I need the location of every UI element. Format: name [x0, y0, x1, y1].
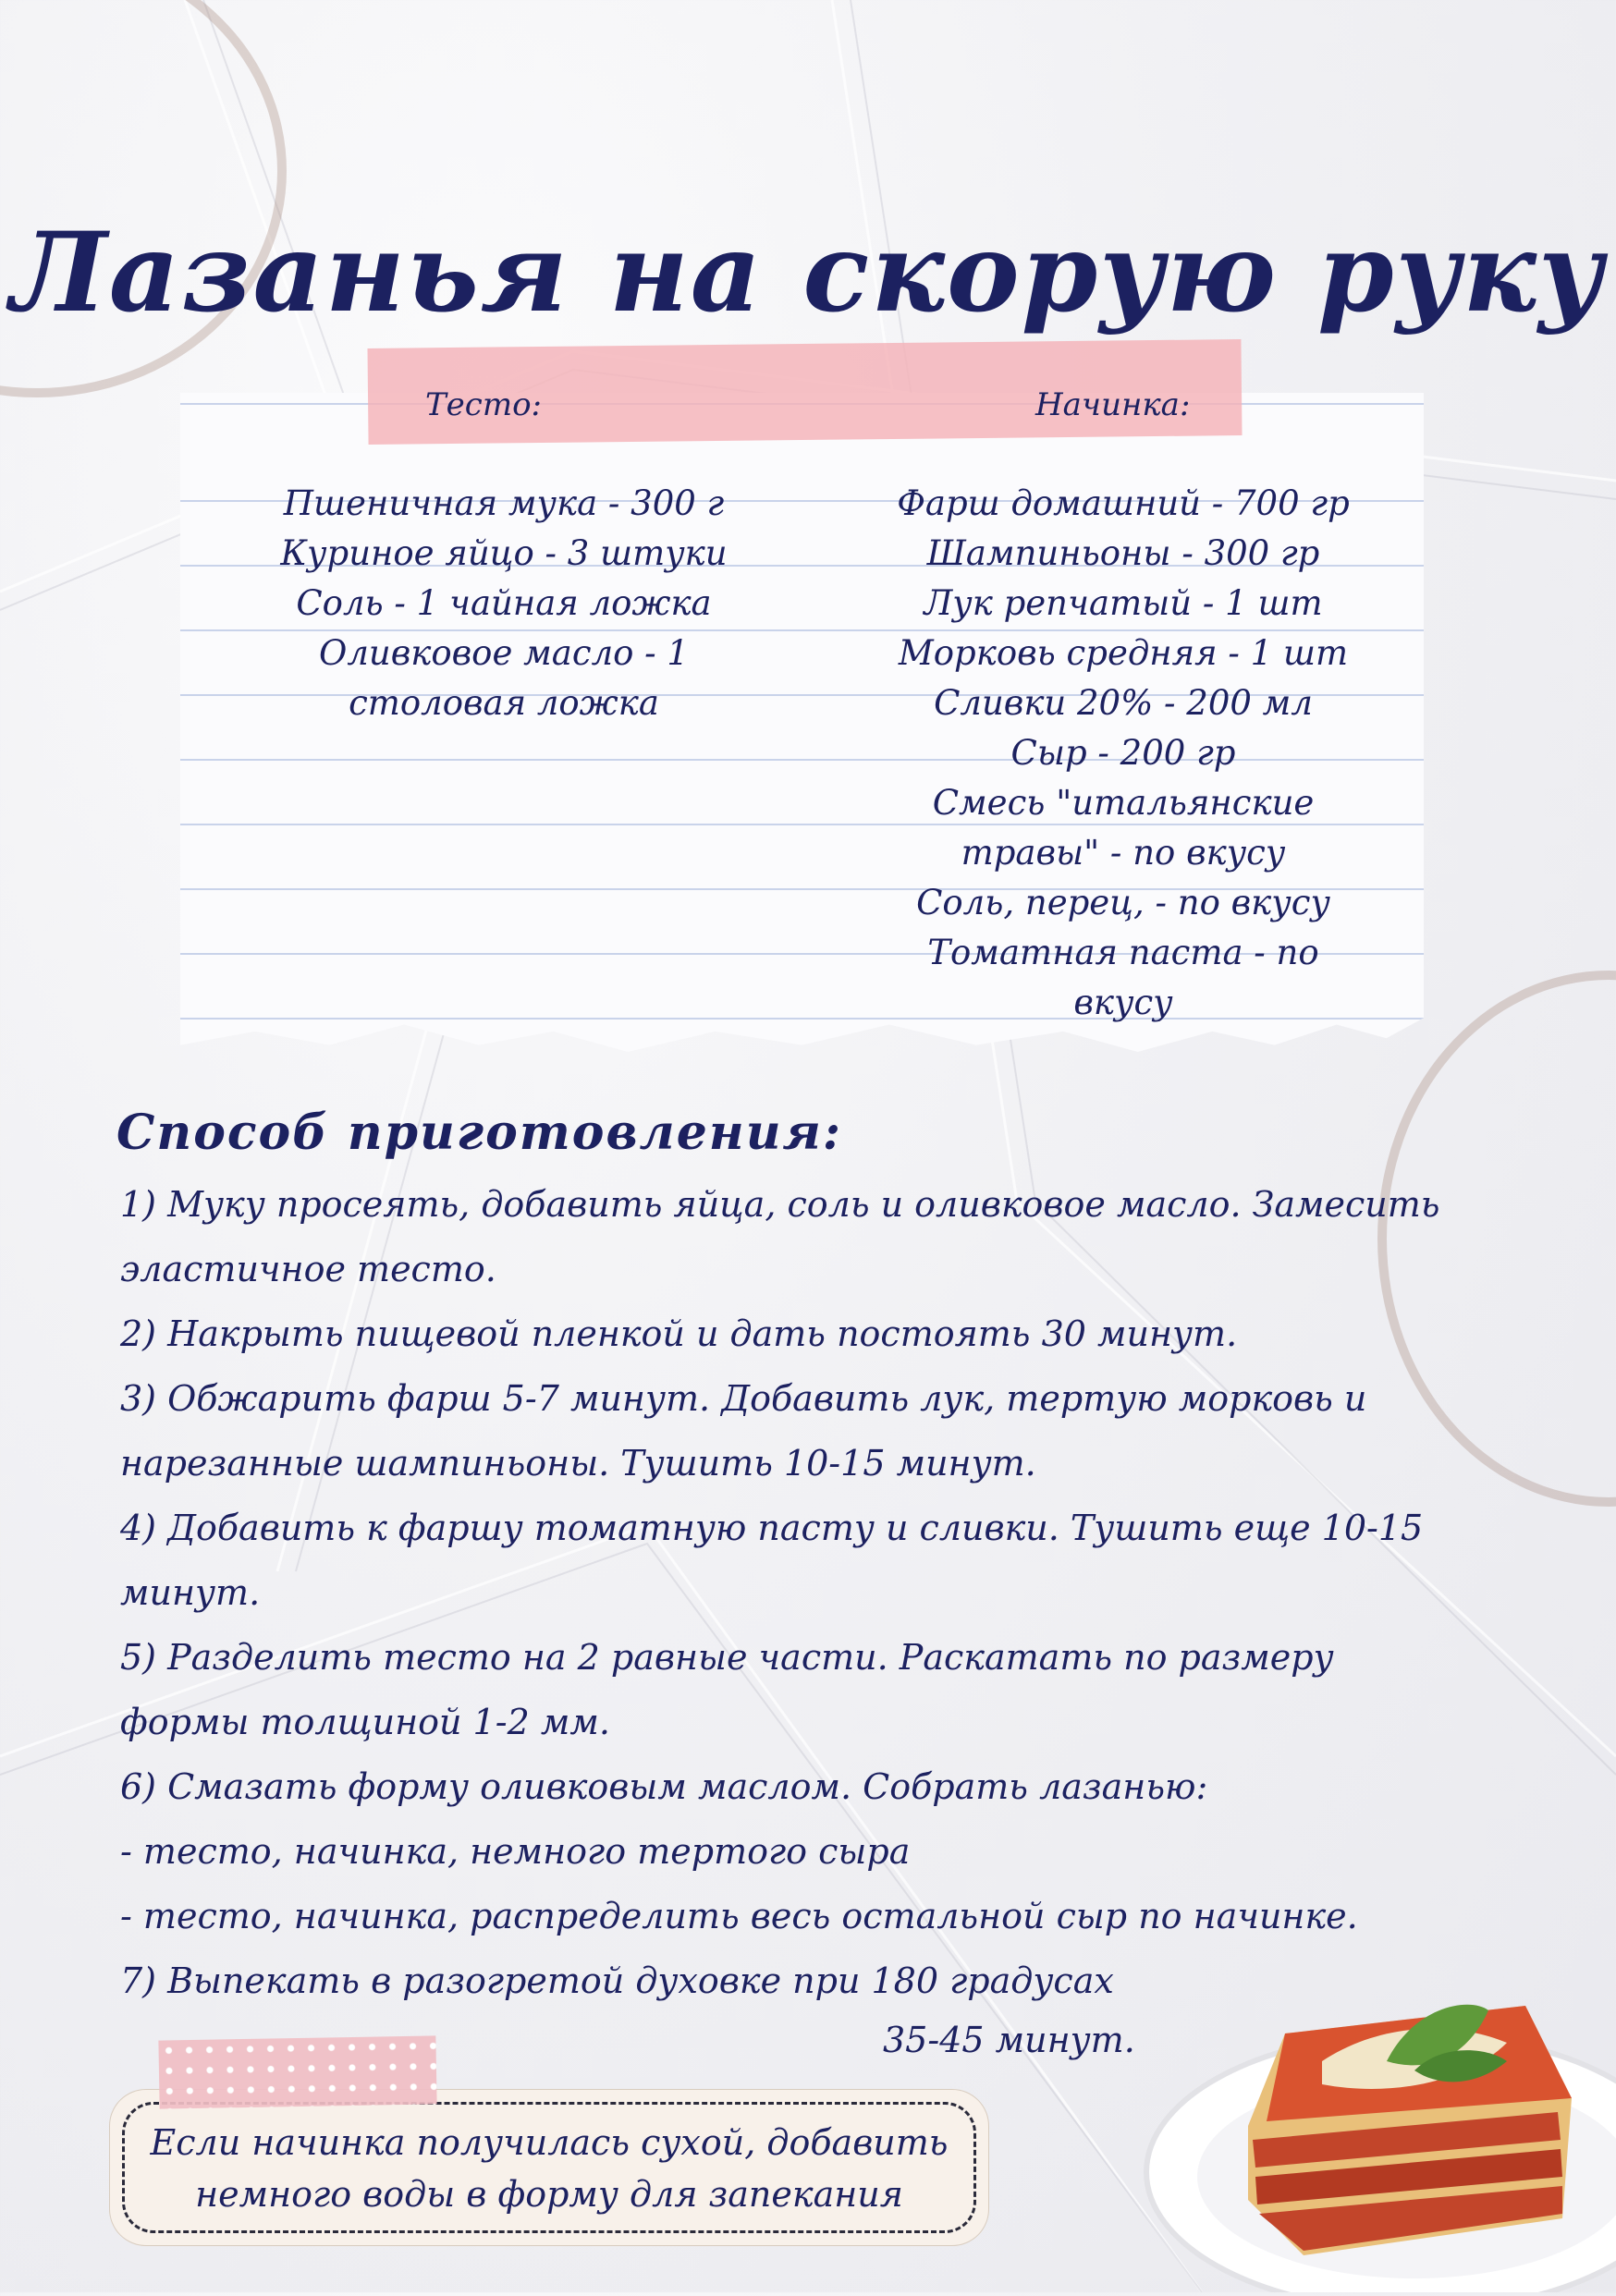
filling-heading: Начинка: [1035, 386, 1191, 423]
tip-line: Если начинка получилась сухой, добавить [150, 2122, 949, 2163]
list-item: Лук репчатый - 1 шт [924, 583, 1323, 623]
list-item: столовая ложка [349, 683, 659, 723]
step-final-time: 35-45 минут. [883, 2020, 1135, 2060]
step-line: 7) Выпекать в разогретой духовке при 180 градусах [120, 1960, 1114, 2001]
method-steps [120, 1172, 1498, 2013]
lasagna-plate-icon [1137, 1923, 1616, 2292]
list-item: Шампиньоны - 300 гр [926, 533, 1320, 573]
step-line: формы толщиной 1-2 мм. [120, 1702, 610, 1742]
step-line: 2) Накрыть пищевой пленкой и дать постоять 30 минут. [120, 1313, 1238, 1354]
dough-heading: Тесто: [425, 386, 543, 423]
step-line: 1) Муку просеять, добавить яйца, соль и оливковое масло. Замесить [120, 1184, 1440, 1225]
list-item: Смесь "итальянские [932, 783, 1315, 823]
step-line: 5) Разделить тесто на 2 равные части. Раскатать по размеру [120, 1637, 1334, 1678]
step-line: - тесто, начинка, немного тертого сыра [120, 1831, 911, 1872]
list-item: Фарш домашний - 700 гр [897, 483, 1350, 523]
list-item: Пшеничная мука - 300 г [283, 483, 725, 523]
lasagna-illustration [1137, 1923, 1616, 2292]
list-item: травы" - по вкусу [961, 833, 1286, 873]
coffee-stain-top-left [0, 0, 287, 397]
recipe-title: Лазанья на скорую руку [10, 208, 1606, 336]
step-line: эластичное тесто. [120, 1249, 496, 1289]
list-item: Оливковое масло - 1 [319, 633, 689, 673]
step-line: 6) Смазать форму оливковым маслом. Собрать лазанью: [120, 1766, 1208, 1807]
step-line: 4) Добавить к фаршу томатную пасту и сливки. Тушить еще 10-15 [120, 1508, 1424, 1548]
list-item: вкусу [1073, 983, 1173, 1022]
tip-line: немного воды в форму для запекания [195, 2174, 903, 2215]
list-item: Соль - 1 чайная ложка [296, 583, 712, 623]
step-line: минут. [120, 1572, 261, 1613]
tip-note [109, 2089, 989, 2246]
dotted-tape [158, 2035, 436, 2108]
list-item: Томатная паста - по [927, 933, 1319, 972]
list-item: Куриное яйцо - 3 штуки [280, 533, 728, 573]
filling-ingredient-list [837, 479, 1410, 1028]
dough-ingredient-list [199, 479, 809, 728]
step-line: - тесто, начинка, распределить весь остальной сыр по начинке. [120, 1896, 1358, 1936]
method-heading: Способ приготовления: [116, 1105, 843, 1161]
list-item: Сливки 20% - 200 мл [934, 683, 1313, 723]
list-item: Соль, перец, - по вкусу [916, 883, 1330, 922]
list-item: Сыр - 200 гр [1010, 733, 1236, 773]
step-line: нарезанные шампиньоны. Тушить 10-15 минут. [120, 1443, 1036, 1484]
list-item: Морковь средняя - 1 шт [898, 633, 1349, 673]
tip-text [109, 2117, 989, 2220]
step-line: 3) Обжарить фарш 5-7 минут. Добавить лук, тертую морковь и [120, 1378, 1367, 1419]
